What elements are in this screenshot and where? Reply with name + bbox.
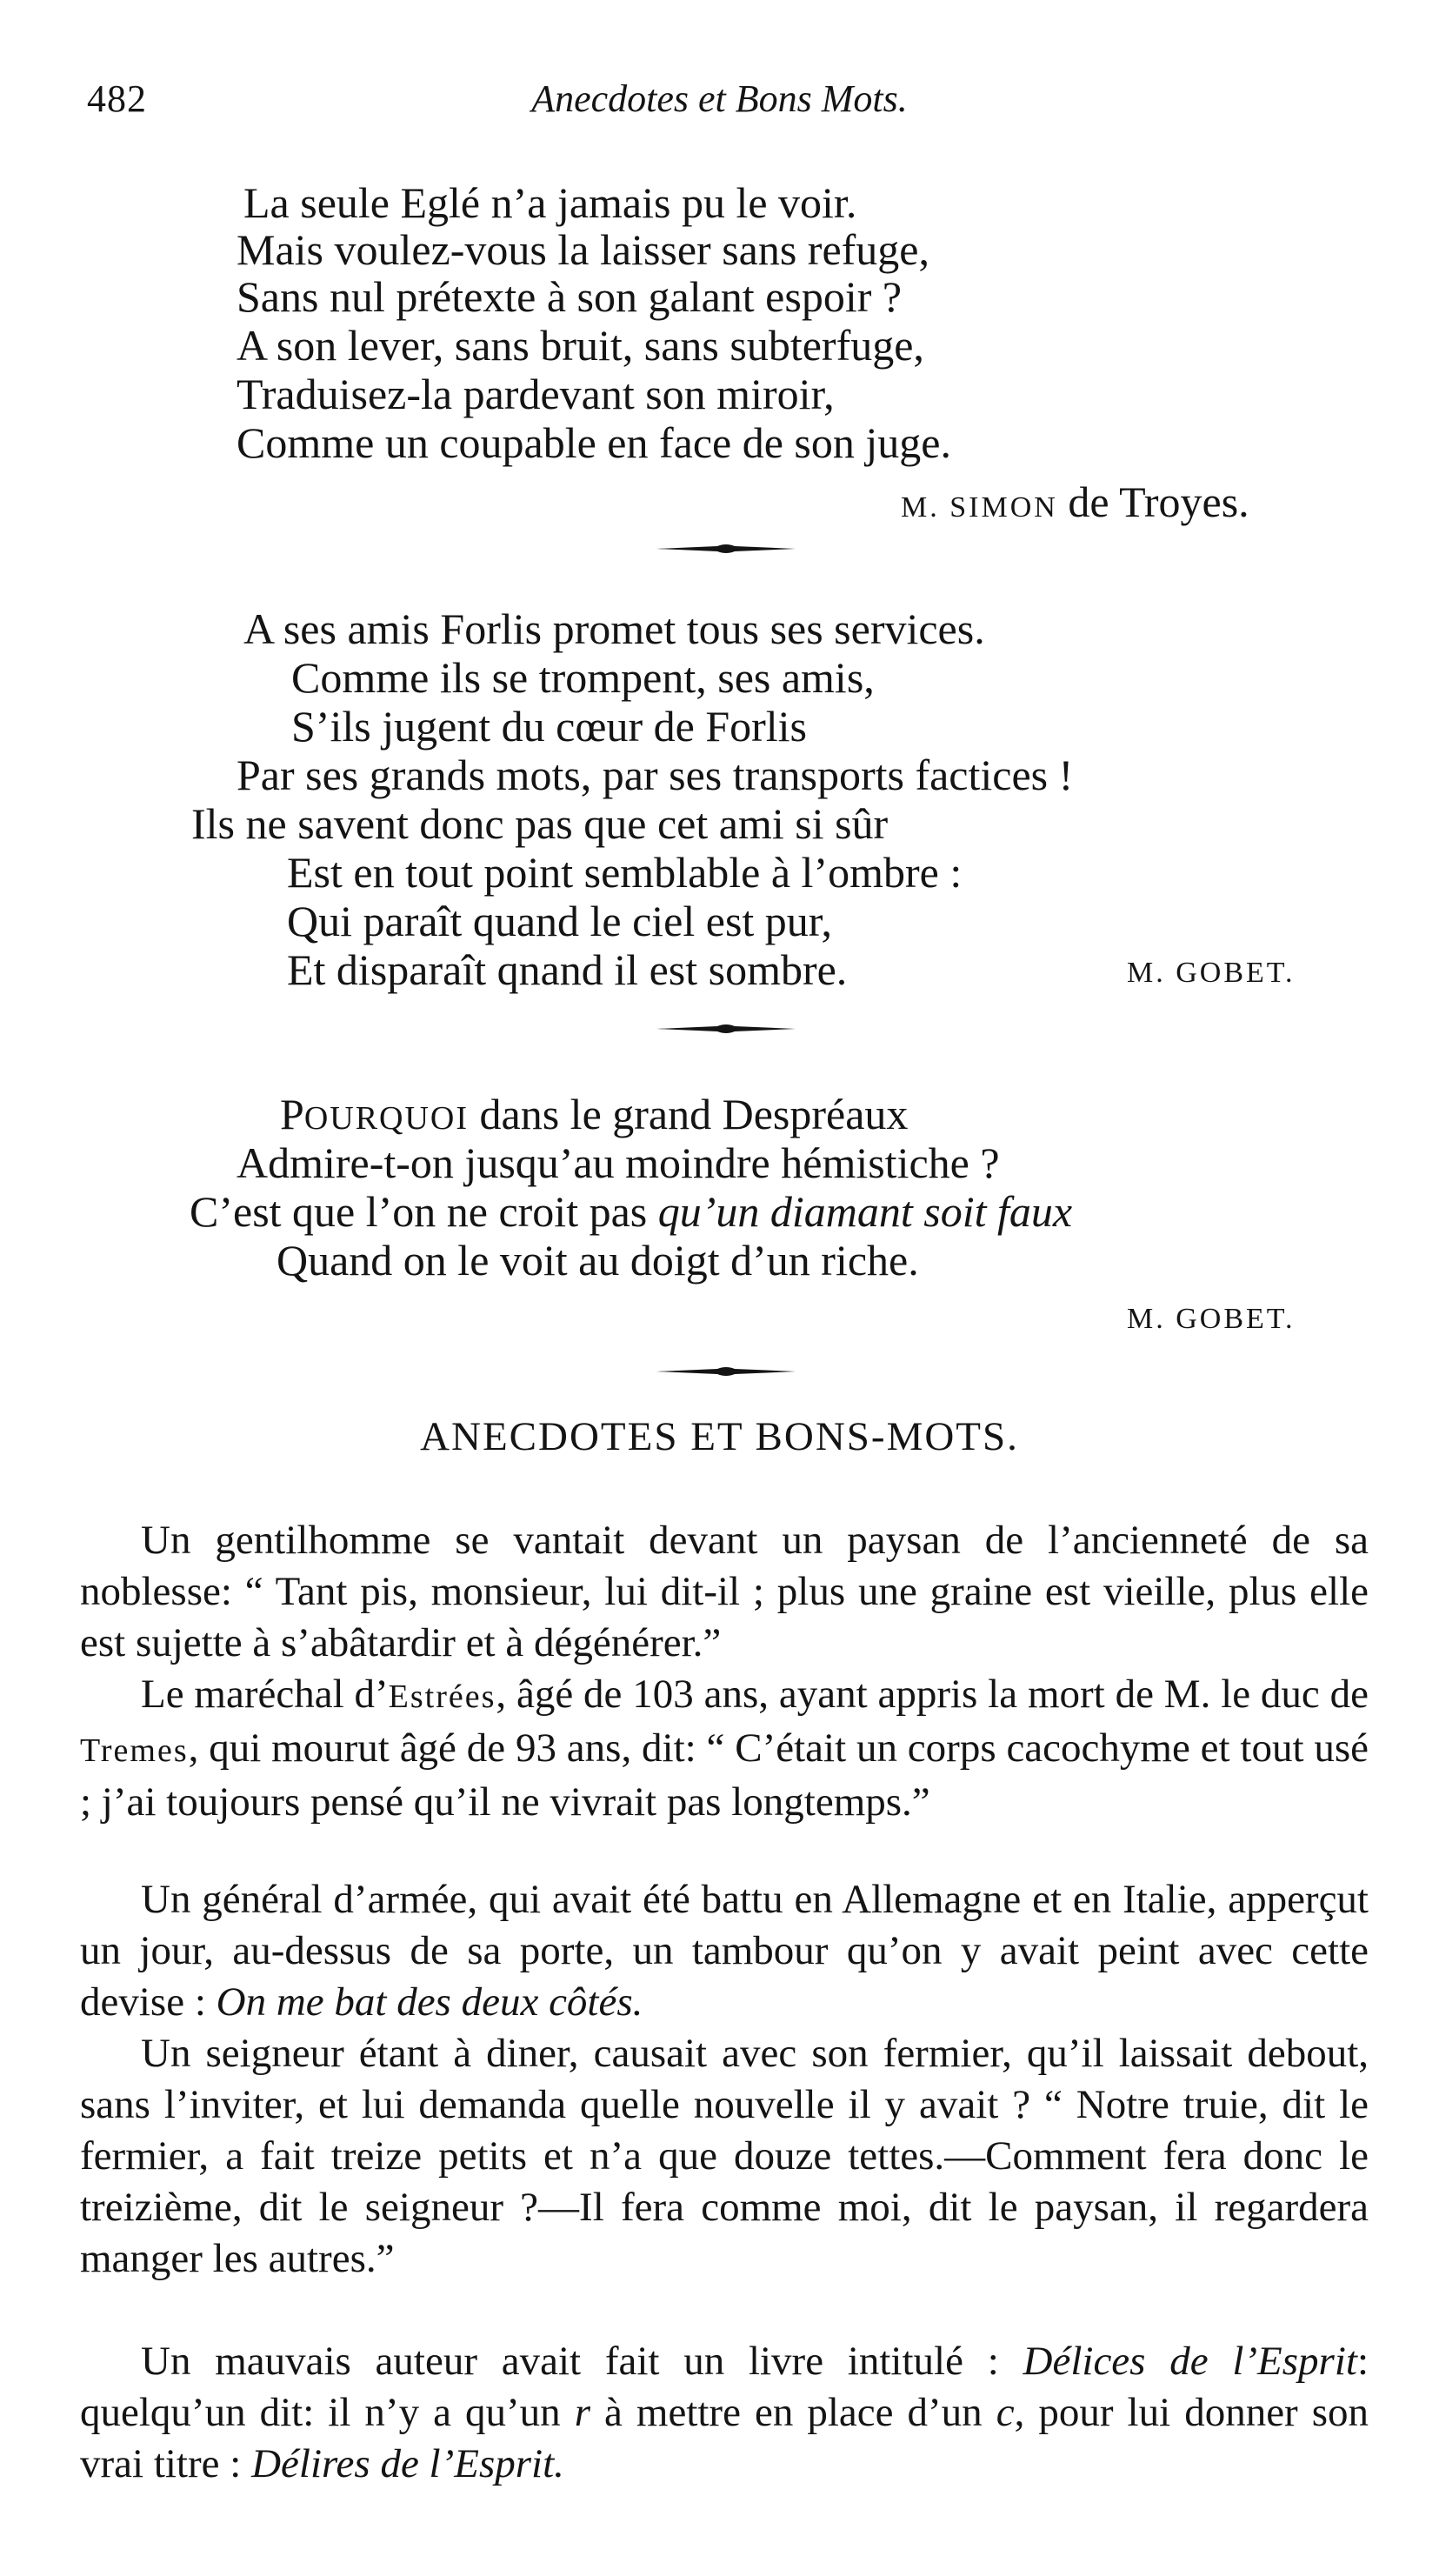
book-title: Délices de l’Esprit	[1023, 2339, 1357, 2384]
poem3-first-word: OURQUOI	[303, 1100, 470, 1137]
anecdote-text: , qui mourut âgé de 93 ans, dit: “ C’était un corps cacochyme et tout usé ; j’ai toujours pensé qu’il ne vivrait pas longtemps.”	[80, 1725, 1369, 1825]
letter: r	[574, 2390, 590, 2435]
poem2-line: Est en tout point semblable à l’ombre :	[287, 848, 963, 897]
poem3-attribution: M. GOBET.	[1127, 1303, 1296, 1335]
anecdote-text: Un général d’armée, qui avait été battu en Allemagne et en Italie, apperçut un jour, au-dessus de sa porte, un tambour qu’on y avait peint avec cette devise :	[80, 1877, 1369, 2025]
page-number: 482	[87, 77, 147, 120]
anecdote-paragraph	[80, 1874, 1369, 2028]
poem3-line: Quand on le voit au doigt d’un riche.	[276, 1236, 919, 1285]
poem1-line: Sans nul prétexte à son galant espoir ?	[237, 272, 903, 321]
poem2-line: Par ses grands mots, par ses transports factices !	[237, 751, 1074, 799]
letter: c	[996, 2390, 1015, 2435]
poem3-italic-phrase: qu’un diamant soit faux	[657, 1187, 1073, 1236]
anecdote-paragraph	[80, 2028, 1369, 2285]
poem1-line: A son lever, sans bruit, sans subterfuge,	[237, 321, 924, 370]
section-title: ANECDOTES ET BONS-MOTS.	[420, 1414, 1019, 1459]
motto: On me bat des deux côtés.	[216, 1979, 643, 2025]
poem3-line-rest: dans le grand Despréaux	[469, 1090, 909, 1138]
poem2-line: Et disparaît qnand il est sombre.	[287, 945, 848, 994]
anecdote-text: Un seigneur étant à diner, causait avec son fermier, qu’il laissait debout, sans l’inviter, et lui demanda quelle nouvelle il y avait ? “ Notre truie, dit le fermier, a fait treize petits et n’a que douze tettes.—Comment fera donc le treizième, dit le seigneur ?—Il fera comme moi, dit le paysan, il regardera manger les autres.”	[80, 2031, 1369, 2281]
anecdote-paragraph	[80, 1669, 1369, 1828]
poem1-line: Comme un coupable en face de son juge.	[237, 418, 951, 467]
running-header	[0, 77, 1439, 129]
poem1-line: La seule Eglé n’a jamais pu le voir.	[243, 178, 857, 227]
poem1-line: Traduisez-la pardevant son miroir,	[237, 370, 835, 418]
anecdote-text: , pour lui donner son vrai titre :	[80, 2390, 1369, 2486]
poem3-line-start: C’est que l’on ne croit pas	[190, 1187, 648, 1236]
poem1-attribution	[901, 477, 1249, 526]
anecdote-paragraph	[80, 1515, 1369, 1669]
anecdote-text: Un gentilhomme se vantait devant un paysan de l’ancienneté de sa noblesse: “ Tant pis, monsieur, lui dit-il ; plus une graine est vieille, plus elle est sujette à s’abâtardir et à dégénérer.”	[80, 1518, 1369, 1665]
anecdote-text: : quelqu’un dit: il n’y a qu’un	[80, 2339, 1369, 2435]
person-name: Tremes	[80, 1732, 189, 1769]
poem3-line	[190, 1187, 1073, 1236]
poem2-attribution: M. GOBET.	[1127, 957, 1296, 989]
poem2-line: S’ils jugent du cœur de Forlis	[291, 702, 808, 751]
author-name: M. SIMON	[901, 491, 1058, 524]
anecdote-text: Un mauvais auteur avait fait un livre intitulé :	[141, 2339, 999, 2384]
anecdote-paragraph	[80, 2336, 1369, 2490]
poem2-line: Comme ils se trompent, ses amis,	[291, 653, 875, 702]
person-name: Estrées	[388, 1678, 496, 1715]
author-place: de Troyes.	[1068, 477, 1249, 526]
anecdote-text: , âgé de 103 ans, ayant appris la mort de M. le duc de	[496, 1672, 1369, 1717]
poem2-line: Qui paraît quand le ciel est pur,	[287, 897, 832, 945]
poem2-line: Ils ne savent donc pas que cet ami si sûr	[191, 799, 889, 848]
ornamental-divider	[656, 1023, 796, 1035]
anecdote-text: Le maréchal d’	[141, 1672, 389, 1717]
book-title: Délires de l’Esprit.	[251, 2441, 564, 2486]
anecdote-text: à mettre en place d’un	[604, 2390, 983, 2435]
poem3-line	[280, 1092, 908, 1136]
poem1-line: Mais voulez-vous la laisser sans refuge,	[237, 225, 929, 274]
poem3-initial: P	[280, 1090, 304, 1138]
poem2-line: A ses amis Forlis promet tous ses services.	[243, 604, 985, 653]
ornamental-divider	[656, 543, 796, 555]
ornamental-divider	[656, 1365, 796, 1378]
poem3-line: Admire-t-on jusqu’au moindre hémistiche ?	[237, 1138, 1000, 1187]
running-title: Anecdotes et Bons Mots.	[531, 77, 908, 120]
